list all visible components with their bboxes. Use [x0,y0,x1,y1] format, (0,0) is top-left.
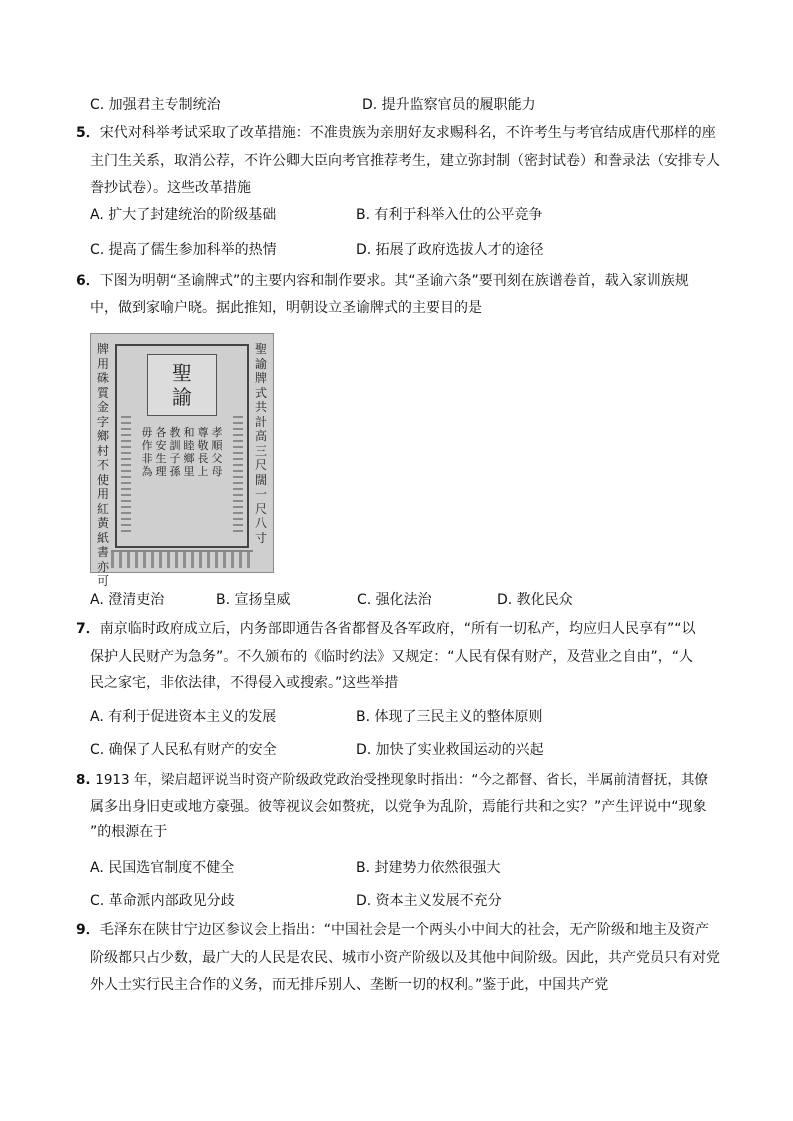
q7-stem-line3: 民之家宅，非依法律，不得侵入或搜索。”这些举措 [90,675,399,691]
figure-right-inscription: 聖諭牌式 共計高三尺闊一尺八寸 [254,342,267,545]
q8-option-a: A. 民国选官制度不健全 [90,860,235,876]
q8-option-d: D. 资本主义发展不充分 [356,893,502,909]
q5-text-1: 宋代对科举考试采取了改革措施：不准贵族为亲朋好友求赐科名，不许考生与考官结成唐代那样的座 [99,125,716,141]
q7-option-c: C. 确保了人民私有财产的安全 [90,742,277,758]
figure-title: 聖諭 [172,361,192,409]
q6-option-a: A. 澄清吏治 [90,592,165,608]
q7-stem-line2: 保护人民财产为急务”。不久颁布的《临时约法》又规定：“人民有保有财产，及营业之自由”，“人 [90,649,694,665]
q6-text-1: 下图为明朝“圣谕牌式”的主要内容和制作要求。其“圣谕六条”要刊刻在族谱卷首，载入家训族规 [99,273,689,289]
q6-stem-line1 [76,271,689,291]
q9-stem-line3: 外人士实行民主合作的义务，而无排斥别人、垄断一切的权利。”鉴于此，中国共产党 [90,977,609,993]
q5-stem-line2: 主门生关系，取消公荐，不许公卿大臣向考官推荐考生，建立弥封制（密封试卷）和誊录法（安排专人 [90,153,720,169]
q7-option-b: B. 体现了三民主义的整体原则 [356,709,543,725]
q8-stem-line1 [76,770,708,790]
figure-edict-3: 和睦鄉里 [183,426,195,478]
figure-base-ornament [111,550,253,568]
q8-stem-line3: ”的根源在于 [90,824,168,840]
figure-frame [115,344,249,548]
q7-stem-line1 [76,619,696,639]
q9-number: 9． [76,922,100,938]
q6-option-b: B. 宣扬皇威 [216,592,291,608]
q5-option-c: C. 提高了儒生参加科举的热情 [90,242,277,258]
q7-text-1: 南京临时政府成立后，内务部即通告各省都督及各军政府，“所有一切私产，均应归人民享有”“以 [99,621,696,637]
q8-option-c: C. 革命派内部政见分歧 [90,893,235,909]
figure-edict-4: 教訓子孫 [169,426,181,478]
q5-option-b: B. 有利于科举入仕的公平竞争 [356,207,543,223]
figure-ornament-right [233,416,243,532]
q8-number: 8. [76,772,96,788]
q4-option-d: D. 提升监察官员的履职能力 [362,97,536,113]
figure-edict-5: 各安生理 [155,426,167,478]
q9-stem-line1 [76,920,709,940]
figure-left-inscription: 牌用硃質金字鄉村不使用紅黃紙書亦可 [96,342,109,588]
q6-stem-line2: 中，做到家喻户晓。据此推知，明朝设立圣谕牌式的主要目的是 [90,300,482,316]
q5-option-a: A. 扩大了封建统治的阶级基础 [90,207,277,223]
q5-number: 5． [76,125,100,141]
q6-option-c: C. 强化法治 [357,592,432,608]
q9-stem-line2: 阶级都只占少数，最广大的人民是农民、城市小资产阶级以及其他中间阶级。因此，共产党员只有对党 [90,950,720,966]
figure-title-box [147,354,217,416]
q5-stem-line3: 誊抄试卷）。这些改革措施 [90,180,251,196]
q6-option-d: D. 教化民众 [497,592,573,608]
figure-edict-6: 毋作非為 [141,426,153,478]
q8-option-b: B. 封建势力依然很强大 [356,860,501,876]
q8-stem-line2: 属多出身旧吏或地方豪强。彼等视议会如赘疣，以党争为乱阶，焉能行共和之实？”产生评说中“现象 [90,799,707,815]
shengyu-plaque-figure [90,333,274,588]
q6-number: 6． [76,273,100,289]
q4-option-c: C. 加强君主专制统治 [90,97,221,113]
q9-text-1: 毛泽东在陕甘宁边区参议会上指出：“中国社会是一个两头小中间大的社会，无产阶级和地主及资产 [99,922,710,938]
figure-ornament-left [121,416,131,532]
q7-option-a: A. 有利于促进资本主义的发展 [90,709,277,725]
q7-option-d: D. 加快了实业救国运动的兴起 [356,742,544,758]
q7-number: 7． [76,621,100,637]
figure-edict-1: 孝順父母 [211,426,223,478]
figure-edict-2: 尊敬長上 [197,426,209,478]
q8-text-1: 1913 年，梁启超评说当时资产阶级政党政治受挫现象时指出：“今之都督、省长，半属前清督抚，其僚 [95,772,708,788]
figure-six-edicts [133,426,231,526]
q5-option-d: D. 拓展了政府选拔人才的途径 [356,242,544,258]
q5-stem-line1 [76,123,716,143]
